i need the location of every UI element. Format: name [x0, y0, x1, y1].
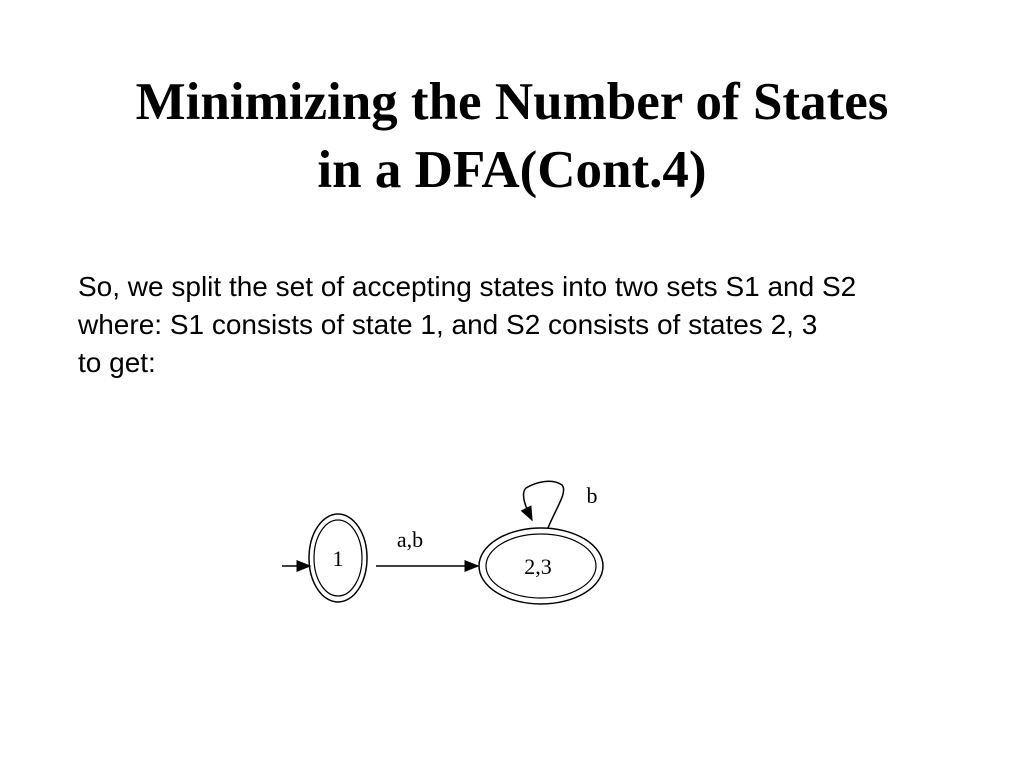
self-loop-23	[524, 481, 564, 528]
state-23-label: 2,3	[524, 554, 552, 579]
title-line-2: in a DFA(Cont.4)	[317, 141, 707, 199]
state-23	[479, 528, 603, 604]
state-1	[309, 514, 367, 602]
body-line-3: to get:	[78, 347, 156, 378]
state-1-label: 1	[332, 546, 344, 571]
body-text	[78, 268, 1024, 382]
slide-title	[0, 68, 1024, 204]
body-line-2: where: S1 consists of state 1, and S2 consists of states 2, 3	[78, 309, 818, 340]
self-loop-23-label: b	[586, 483, 598, 508]
body-line-1: So, we split the set of accepting states into two sets S1 and S2	[78, 271, 857, 302]
transition-1-to-23-label: a,b	[396, 527, 424, 552]
dfa-diagram	[270, 470, 630, 620]
title-line-1: Minimizing the Number of States	[135, 73, 889, 131]
